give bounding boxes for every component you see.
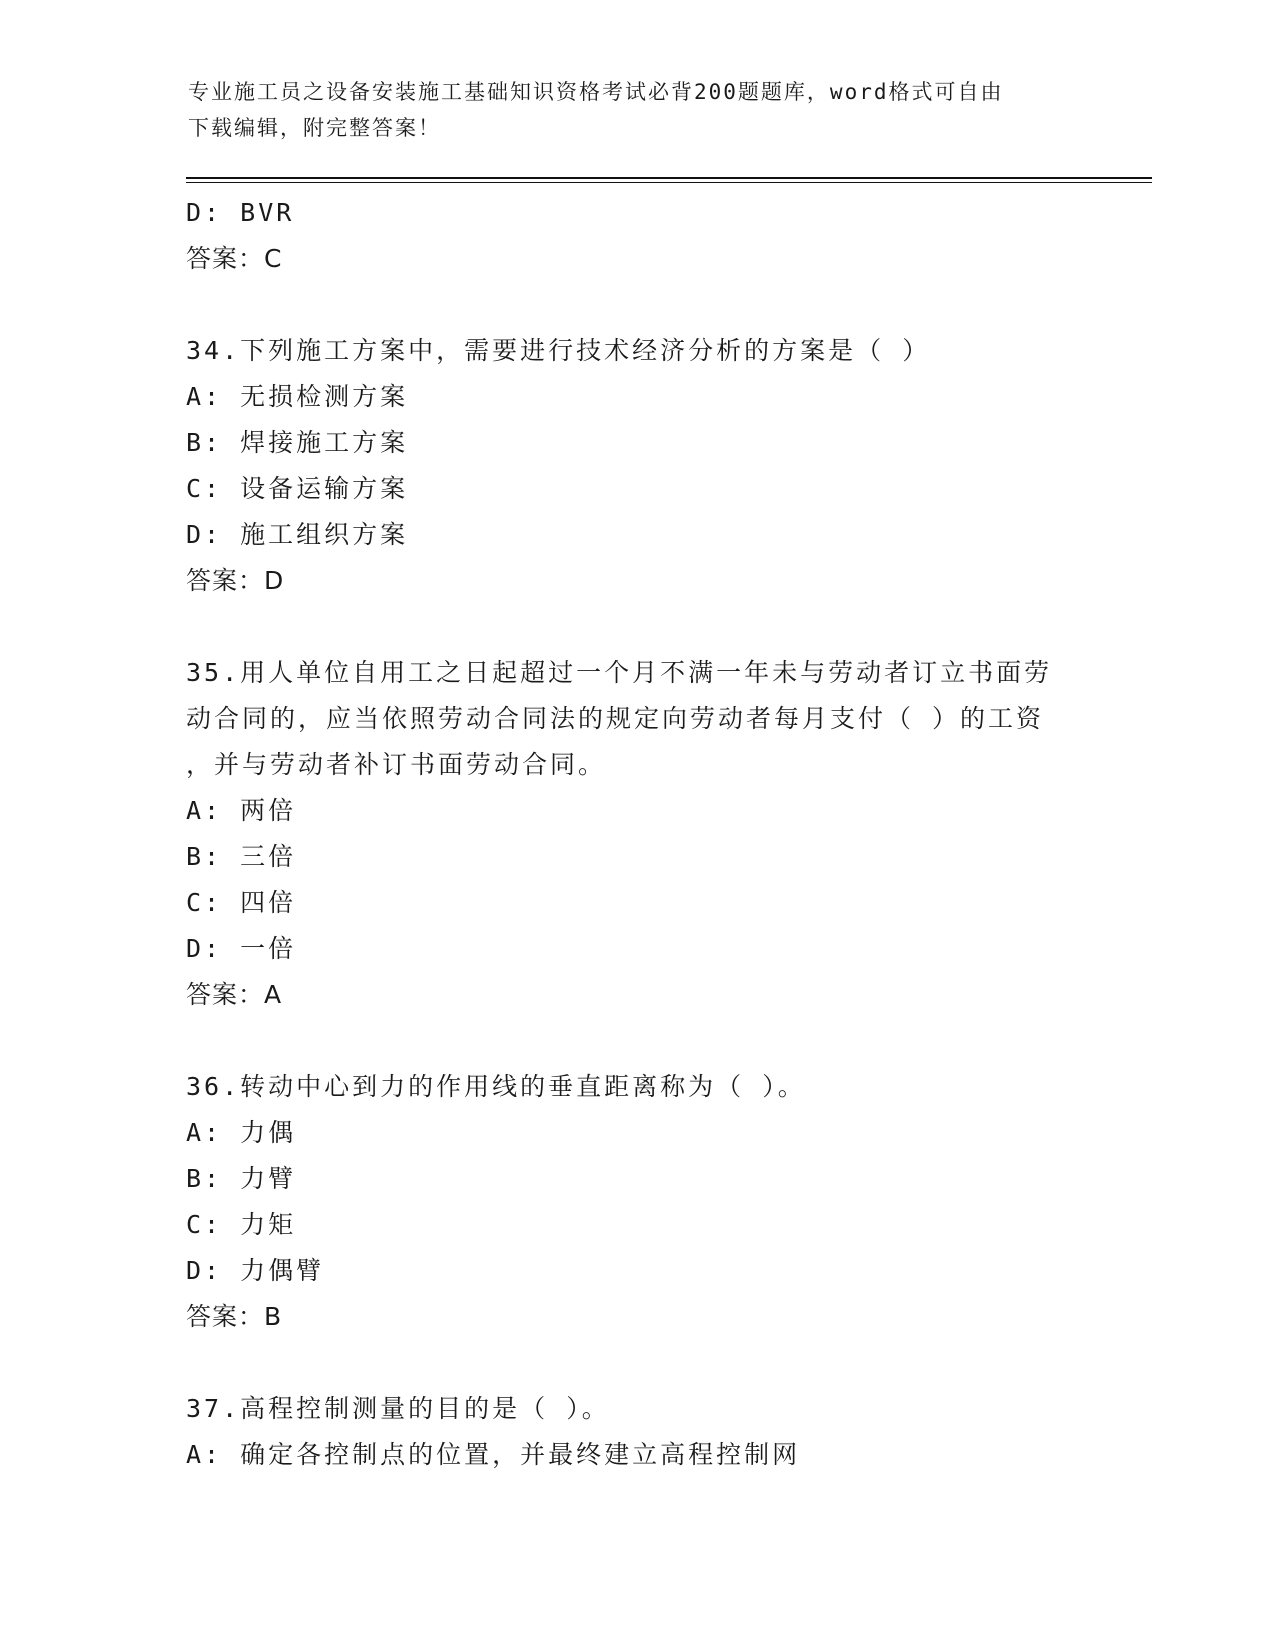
document-header [188,74,1088,146]
option-c: C: 四倍 [186,888,297,917]
question-text: 37.高程控制测量的目的是（ ）。 [186,1394,610,1423]
option-a: A: 确定各控制点的位置，并最终建立高程控制网 [186,1440,801,1469]
question-33-tail [186,190,1086,282]
option-b: B: 焊接施工方案 [186,428,409,457]
header-rule-thin [186,182,1152,183]
question-text-line-1: 35.用人单位自用工之日起超过一个月不满一年未与劳动者订立书面劳 [186,658,1053,687]
option-d: D: BVR [186,198,295,227]
option-d: D: 力偶臂 [186,1256,325,1285]
option-a: A: 力偶 [186,1118,297,1147]
spacer [186,1340,1086,1386]
question-37 [186,1386,1086,1478]
spacer [186,282,1086,328]
option-b: B: 力臂 [186,1164,297,1193]
spacer [186,1018,1086,1064]
option-a: A: 无损检测方案 [186,382,409,411]
question-36 [186,1064,1086,1340]
header-rule-thick [186,177,1152,179]
question-35 [186,650,1086,1018]
question-text: 36.转动中心到力的作用线的垂直距离称为（ ）。 [186,1072,806,1101]
question-34 [186,328,1086,604]
question-list [186,190,1086,1478]
answer-text: 答案：D [186,566,285,595]
answer-text: 答案：B [186,1302,283,1331]
header-line-2: 下载编辑，附完整答案！ [188,116,441,140]
option-b: B: 三倍 [186,842,297,871]
option-c: C: 力矩 [186,1210,297,1239]
option-c: C: 设备运输方案 [186,474,409,503]
option-d: D: 一倍 [186,934,297,963]
answer-text: 答案：C [186,244,283,273]
spacer [186,604,1086,650]
answer-text: 答案：A [186,980,283,1009]
question-text: 34.下列施工方案中，需要进行技术经济分析的方案是（ ） [186,336,931,365]
question-text-line-2: 动合同的，应当依照劳动合同法的规定向劳动者每月支付（ ）的工资 [186,704,1045,733]
option-a: A: 两倍 [186,796,297,825]
question-text-line-3: ，并与劳动者补订书面劳动合同。 [186,750,607,779]
header-line-1: 专业施工员之设备安装施工基础知识资格考试必背200题题库，word格式可自由 [188,80,1004,104]
option-d: D: 施工组织方案 [186,520,409,549]
